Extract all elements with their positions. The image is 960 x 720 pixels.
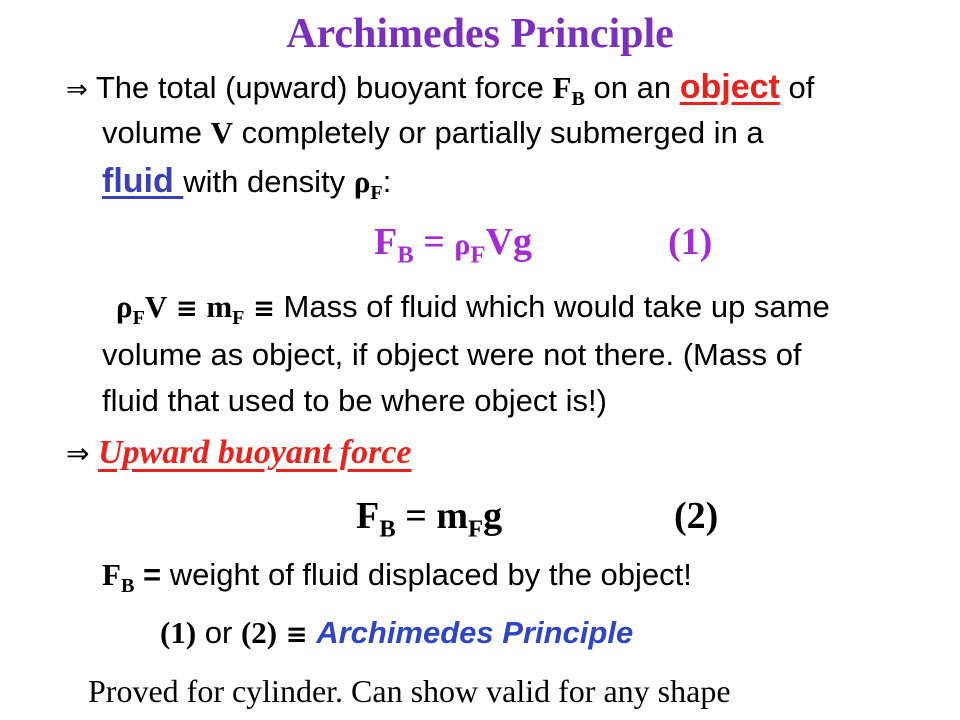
mass-definition-line-3: fluid that used to be where object is!) [102,383,607,418]
density-symbol: $\rho_F$ [353,164,383,205]
definition-line-3: fluid with density $\rho_F$: [102,162,392,205]
text: with density [183,164,346,199]
text: completely or partially submerged in a [241,115,764,150]
text: The total (upward) buoyant force [95,70,544,105]
definition-line-1 [66,68,814,109]
definition-line-2 [102,114,764,152]
equiv-icon: ≡ [253,294,275,324]
object-word: object [679,68,780,106]
archimedes-line: (1) or (2) ≡ Archimedes Principle [160,615,634,650]
text: of [788,70,815,105]
equation-1-number: (1) [668,221,713,263]
weight-line: $F_B$ = weight of fluid displaced by the object! [102,557,692,598]
implies-arrow-icon: ⇒ [66,437,90,470]
volume-symbol: V [210,115,233,150]
equiv-icon: ≡ [175,294,198,324]
B-subscript: B [571,88,585,111]
footer-text: Proved for cylinder. Can show valid for any shape [88,673,731,709]
upward-force-heading: ⇒ Upward buoyant force [66,434,412,471]
text: on an [593,70,672,105]
implies-arrow-icon: ⇒ [66,75,88,105]
force-symbol [552,70,585,111]
equation-1: $F_B = \rho_FVg$ [374,221,532,269]
page-title: Archimedes Principle [286,11,674,57]
equation-2: $F_B = m_Fg$ [356,495,503,543]
equiv-icon: ≡ [285,620,308,650]
mass-definition-line-2: volume as object, if object were not there. (Mass of [102,337,802,372]
fluid-word: fluid [102,162,174,200]
mass-definition-line-1: $\rho_FV \equiv m_F$ ≡ Mass of fluid which would take up same [116,289,830,330]
text: volume [102,115,202,150]
F: F [552,70,572,105]
equation-2-number: (2) [674,495,719,537]
